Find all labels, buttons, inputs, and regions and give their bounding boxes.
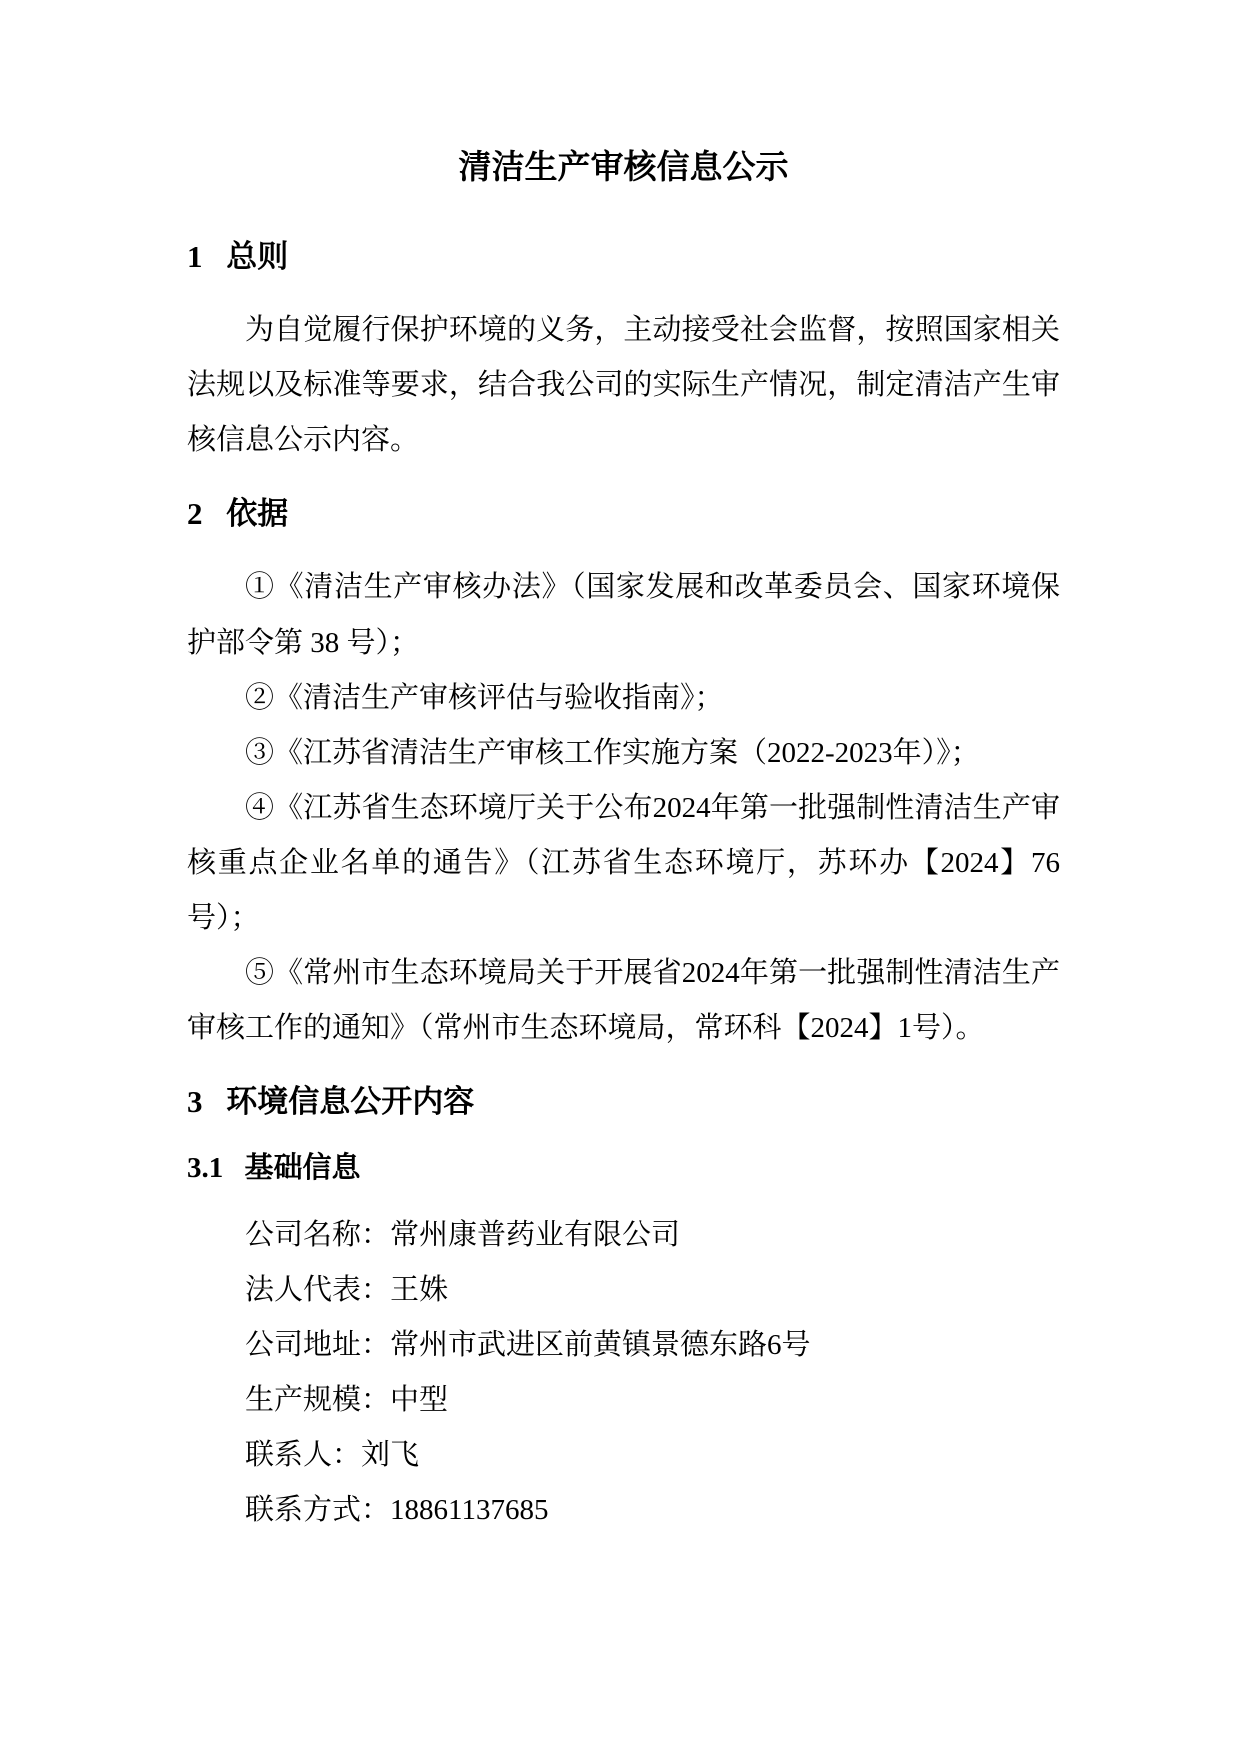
section-number: 2 <box>187 496 203 532</box>
basis-item: ①《清洁生产审核办法》（国家发展和改革委员会、国家环境保护部令第 38 号）； <box>187 571 1060 659</box>
section-basis-heading <box>187 494 1060 534</box>
subsection-basic-info-heading <box>187 1149 1060 1188</box>
subsection-heading-label: 基础信息 <box>244 1151 361 1184</box>
info-field-value: 中型 <box>390 1383 449 1416</box>
basis-item: ②《清洁生产审核评估与验收指南》； <box>245 681 724 714</box>
info-field-row <box>187 1208 1060 1263</box>
subsection-number: 3.1 <box>187 1151 224 1184</box>
section-heading-label: 依据 <box>226 496 289 532</box>
basis-item: ③《江苏省清洁生产审核工作实施方案（2022-2023年）》； <box>245 736 980 769</box>
section-number: 3 <box>187 1084 203 1120</box>
info-field-row <box>187 1263 1060 1318</box>
info-field-row <box>187 1318 1060 1373</box>
basis-item: ④《江苏省生态环境厅关于公布2024年第一批强制性清洁生产审核重点企业名单的通告》（江苏省生态环境厅，苏环办【2024】76 号）； <box>187 791 1060 934</box>
info-field-value: 18861137685 <box>390 1494 549 1527</box>
info-field-label: 联系方式： <box>245 1494 391 1527</box>
info-field-label: 联系人： <box>245 1439 362 1472</box>
info-field-label: 法人代表： <box>245 1273 391 1306</box>
info-field-value: 王姝 <box>390 1273 449 1306</box>
section-general-heading <box>187 237 1060 277</box>
page-title: 清洁生产审核信息公示 <box>458 150 789 186</box>
section-general <box>187 237 1060 469</box>
info-field-label: 公司名称： <box>245 1218 391 1251</box>
general-paragraph: 为自觉履行保护环境的义务，主动接受社会监督，按照国家相关法规以及标准等要求，结合我公司的实际生产情况，制定清洁产生审核信息公示内容。 <box>187 313 1060 457</box>
info-field-value: 常州康普药业有限公司 <box>390 1218 681 1251</box>
section-disclosure <box>187 1082 1060 1538</box>
info-field-row <box>187 1373 1060 1428</box>
basis-item: ⑤《常州市生态环境局关于开展省2024年第一批强制性清洁生产审核工作的通知》（常州市生态环境局，常环科【2024】1号）。 <box>187 957 1060 1045</box>
info-field-row <box>187 1428 1060 1483</box>
info-field-label: 公司地址： <box>245 1328 391 1361</box>
section-basis <box>187 494 1060 1056</box>
section-heading-label: 总则 <box>226 238 289 274</box>
info-field-value: 常州市武进区前黄镇景德东路6号 <box>390 1328 811 1361</box>
info-field-row <box>187 1483 1060 1538</box>
info-field-label: 生产规模： <box>245 1383 391 1416</box>
subsection-basic-info <box>187 1149 1060 1539</box>
section-heading-label: 环境信息公开内容 <box>226 1084 475 1120</box>
section-disclosure-heading <box>187 1082 1060 1122</box>
info-field-value: 刘飞 <box>361 1439 420 1472</box>
section-number: 1 <box>187 238 203 274</box>
